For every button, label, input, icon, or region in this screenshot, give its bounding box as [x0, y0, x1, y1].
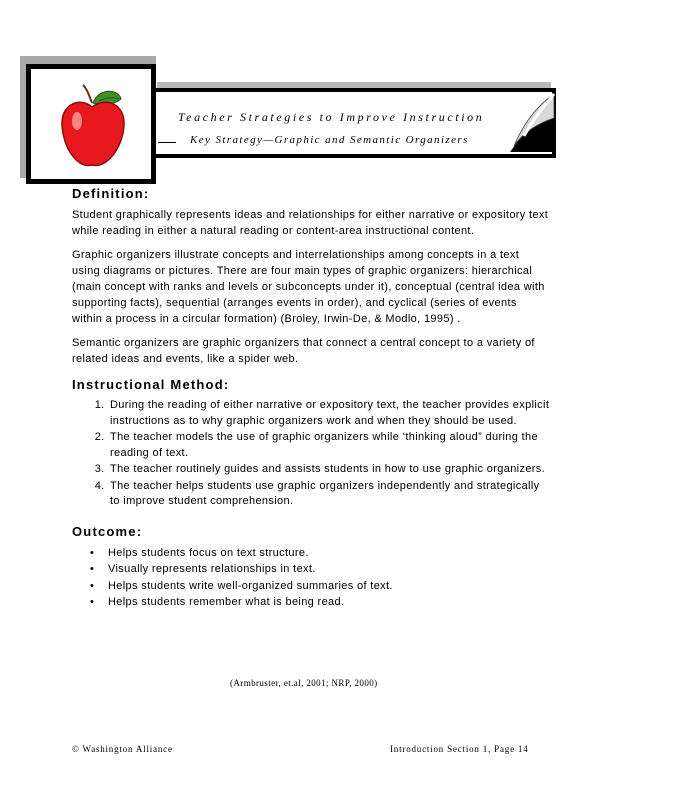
citation: (Armbruster, et.al, 2001; NRP, 2000): [230, 678, 378, 688]
outcome-heading: Outcome:: [72, 523, 143, 539]
definition-paragraph-2: Graphic organizers illustrate concepts and interrelationships among concepts in a text using diagrams or pictures. There are four main types of graphic organizers: hierarchical (main concept with ranks and levels or subconcepts under it), conceptual (central idea with supporting facts), sequential (arranges events in order), and cyclical (series of events within a process in a circular formation) (Broley, Irwin-De, & Modlo, 1995) .: [72, 249, 545, 325]
definition-paragraph-3: Semantic organizers are graphic organizers that connect a central concept to a variety of related ideas and events, like a spider web.: [72, 337, 535, 365]
page-curl-icon: [500, 88, 556, 158]
method-item-4: 4. The teacher helps students use graphic organizers independently and strategically to improve student comprehension.: [108, 479, 550, 510]
header-subtitle: Key Strategy—Graphic and Semantic Organizers: [190, 134, 469, 146]
outcome-item-3: • Helps students write well-organized summaries of text.: [108, 578, 550, 595]
outcome-list: [72, 545, 550, 611]
method-list: [72, 398, 550, 510]
page-header: [0, 0, 691, 190]
definition-paragraph-1: Student graphically represents ideas and relationships for either narrative or expository text while reading in either a natural reading or content-area instructional content.: [72, 209, 549, 237]
method-heading: Instructional Method:: [72, 377, 230, 392]
outcome-item-4: • Helps students remember what is being read.: [108, 594, 550, 611]
method-item-2: 2. The teacher models the use of graphic organizers while ‘thinking aloud” during the reading of text.: [108, 430, 550, 461]
outcome-item-1: • Helps students focus on text structure.: [108, 545, 550, 562]
footer-copyright: © Washington Alliance: [72, 744, 173, 754]
header-title: Teacher Strategies to Improve Instruction: [178, 110, 485, 124]
method-item-3: 3. The teacher routinely guides and assists students in how to use graphic organizers.: [108, 462, 550, 478]
definition-heading: Definition:: [72, 186, 150, 201]
subtitle-dash: [158, 142, 176, 143]
footer-page-number: Introduction Section 1, Page 14: [390, 744, 529, 754]
main-content: [72, 186, 550, 611]
apple-icon: [59, 81, 129, 176]
method-item-1: 1. During the reading of either narrative or expository text, the teacher provides explicit instructions as to why graphic organizers work and when they should be used.: [108, 398, 550, 429]
outcome-item-2: • Visually represents relationships in text.: [108, 561, 550, 578]
logo-box: [26, 64, 156, 184]
